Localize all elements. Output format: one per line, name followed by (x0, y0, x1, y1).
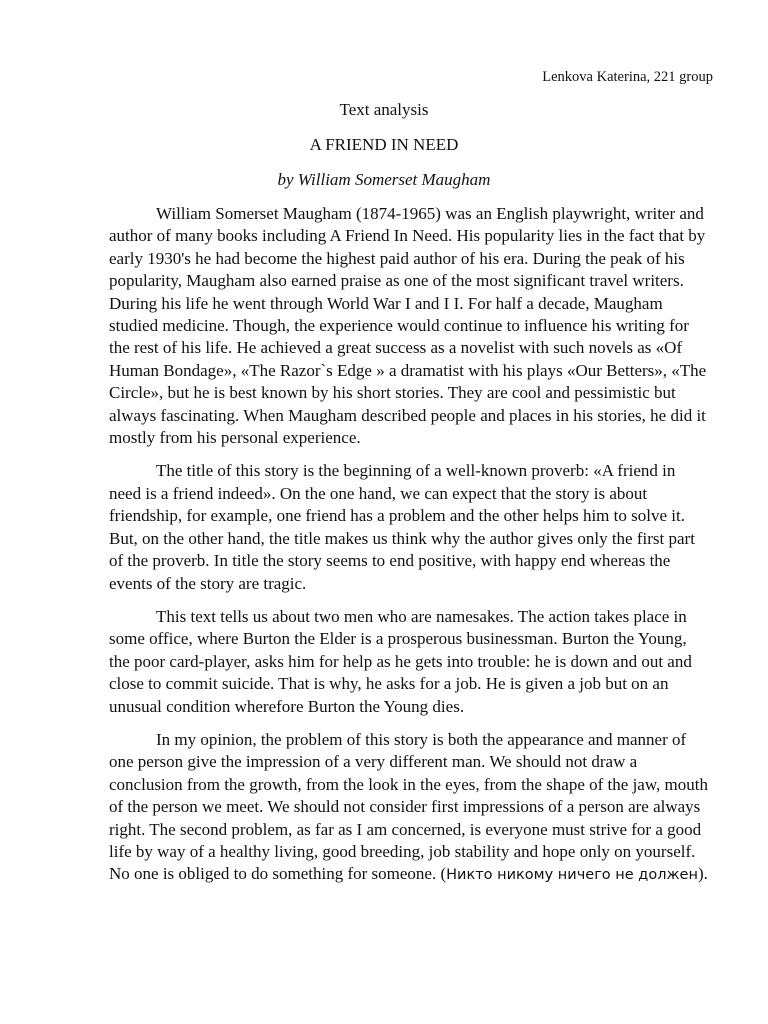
byline: by William Somerset Maugham (277, 170, 491, 189)
paragraph-opinion (109, 729, 711, 887)
russian-quote: Никто никому ничего не должен (446, 867, 698, 884)
paragraph-opinion-end: ). (697, 864, 708, 884)
document-type-heading: Text analysis (339, 100, 429, 119)
author-line: Lenkova Katerina, 221 group (542, 69, 713, 85)
paragraph-plot-summary: This text tells us about two men who are namesakes. The action takes place in some office, where Burton the Elder is a prosperous businessman. Burton the Young, the poor card-player, asks him for help as he gets into trouble: he is down and out and close to commit suicide. That is why, he asks for a job. He is given a job but on an unusual condition wherefore Burton the Young dies. (109, 606, 692, 716)
body-text (109, 203, 711, 898)
paragraph-opinion-text: In my opinion, the problem of this story is both the appearance and manner of one person give the impression of a very different man. We should not draw a conclusion from the growth, from the look in the eyes, from the shape of the jaw, mouth of the person we meet. We should not consider first impressions of a person are always right. The second problem, as far as I am concerned, is everyone must strive for a good life by way of a healthy living, good breeding, job stability and hope only on yourself. No one is obliged to do something for someone. ( (109, 729, 708, 884)
paragraph-title-analysis: The title of this story is the beginning of a well-known proverb: «A friend in need is a friend indeed». On the one hand, we can expect that the story is about friendship, for example, one friend has a problem and the other helps him to solve it. But, on the other hand, the title makes us think why the author gives only the first part of the proverb. In title the story seems to end positive, with happy end whereas the events of the story are tragic. (109, 461, 695, 593)
paragraph-author-bio: William Somerset Maugham (1874-1965) was an English playwright, writer and author of many books including A Friend In Need. His popularity lies in the fact that by early 1930's he had become the highest paid author of his era. During the peak of his popularity, Maugham also earned praise as one of the most significant travel writers. During his life he went through World War I and I I. For half a decade, Maugham studied medicine. Though, the experience would continue to influence his writing for the rest of his life. He achieved a great success as a novelist with such novels as «Of Human Bondage», «The Razor`s Edge » a dramatist with his plays «Our Betters», «The Circle», but he is best known by his short stories. They are cool and pessimistic but always fascinating. When Maugham described people and places in his stories, he did it mostly from his personal experience. (109, 204, 707, 448)
story-title: A FRIEND IN NEED (309, 135, 459, 154)
